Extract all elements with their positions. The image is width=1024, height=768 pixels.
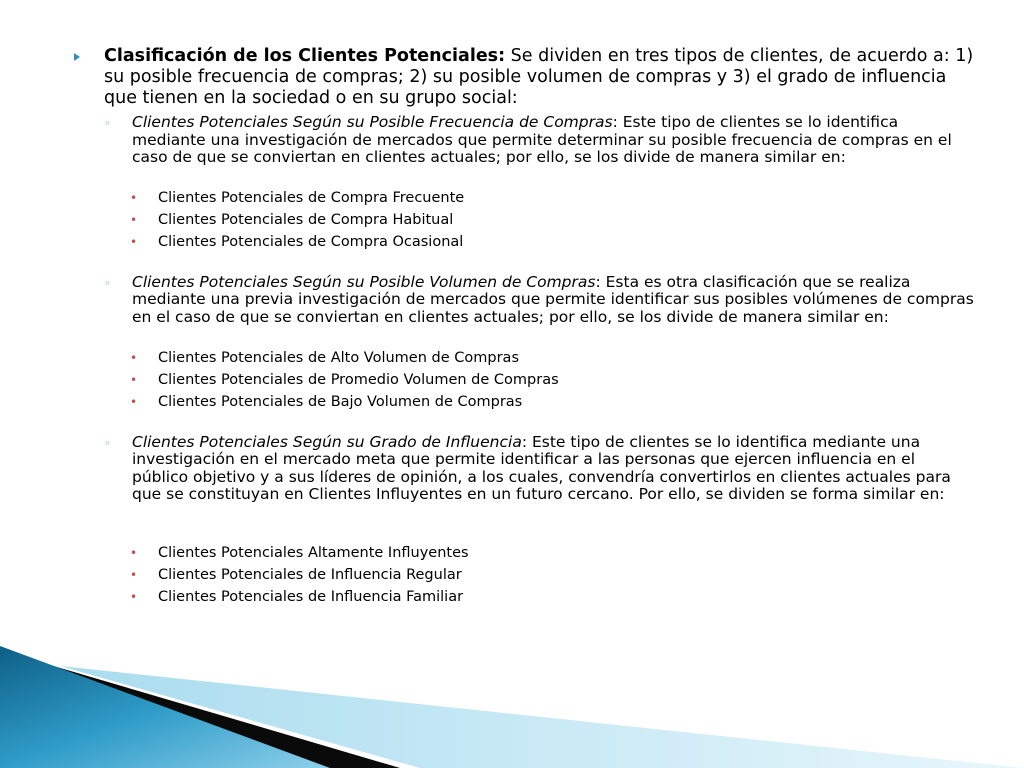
triangle-bullet-icon — [74, 53, 80, 61]
circle-bullet-icon: ◦ — [104, 436, 111, 450]
list-item — [74, 209, 974, 231]
sub-bullet-title: Clientes Potenciales Según su Posible Volumen de Compras — [132, 272, 596, 291]
sub-bullet-text: : Esta es otra clasificación que se realiza mediante una previa investigación de mercados que permite identificar sus posibles volúmenes de compras en el caso de que se conviertan en clientes actuales; por ello, se los divide de manera similar en: — [132, 272, 974, 326]
list-item — [74, 391, 974, 413]
list-item — [74, 586, 974, 608]
main-bullet-heading: Clasificación de los Clientes Potenciales: — [104, 46, 506, 66]
dot-bullet-icon: • — [130, 567, 138, 582]
slide-content — [74, 46, 974, 608]
sub-bullet-text: : Este tipo de clientes se lo identifica mediante una investigación de mercados que permite determinar su posible frecuencia de compras en el caso de que se conviertan en clientes actuales; por ello, se los divide de manera similar en: — [132, 113, 952, 167]
list-item — [74, 542, 974, 564]
sub-bullet-frequency — [74, 114, 974, 167]
volume-list — [74, 347, 974, 413]
influence-list — [74, 542, 974, 608]
sub-bullet-influence — [74, 434, 974, 504]
list-item-text: Clientes Potenciales Altamente Influyentes — [158, 544, 469, 561]
list-item-text: Clientes Potenciales de Influencia Regular — [158, 566, 462, 583]
dot-bullet-icon: • — [130, 545, 138, 560]
circle-bullet-icon: ◦ — [104, 117, 111, 130]
circle-bullet-icon: ◦ — [104, 276, 111, 290]
dot-bullet-icon: • — [130, 234, 138, 249]
dot-bullet-icon: • — [130, 589, 138, 604]
frequency-list — [74, 187, 974, 253]
list-item-text: Clientes Potenciales de Influencia Familiar — [158, 588, 464, 605]
list-item — [74, 347, 974, 369]
list-item-text: Clientes Potenciales de Compra Frecuente — [158, 189, 465, 206]
main-bullet-text: Se dividen en tres tipos de clientes, de acuerdo a: 1) su posible frecuencia de compras; 2) su posible volumen de compras y 3) el grado de influencia que tienen en la sociedad o en su grupo social: — [104, 46, 974, 108]
list-item — [74, 187, 974, 209]
list-item-text: Clientes Potenciales de Compra Habitual — [158, 211, 454, 228]
sub-bullet-title: Clientes Potenciales Según su Grado de Influencia — [132, 432, 522, 451]
dot-bullet-icon: • — [130, 372, 138, 387]
list-item — [74, 564, 974, 586]
list-item-text: Clientes Potenciales de Promedio Volumen de Compras — [158, 371, 559, 388]
dot-bullet-icon: • — [130, 190, 138, 205]
sub-bullet-text: : Este tipo de clientes se lo identifica mediante una investigación en el mercado meta que permite identificar a las personas que ejercen influencia en el público objetivo y a sus líderes de opinión, a los cuales, convendría convertirlos en clientes actuales para que se constituyan en Clientes Influyentes en un futuro cercano. Por ello, se dividen se forma similar en: — [132, 432, 951, 504]
dot-bullet-icon: • — [130, 350, 138, 365]
list-item-text: Clientes Potenciales de Bajo Volumen de Compras — [158, 393, 523, 410]
main-bullet — [74, 46, 974, 109]
list-item-text: Clientes Potenciales de Compra Ocasional — [158, 233, 464, 250]
corner-decoration — [0, 640, 1024, 768]
dot-bullet-icon: • — [130, 394, 138, 409]
list-item — [74, 369, 974, 391]
sub-bullet-title: Clientes Potenciales Según su Posible Frecuencia de Compras — [132, 113, 613, 131]
list-item-text: Clientes Potenciales de Alto Volumen de Compras — [158, 349, 519, 366]
dot-bullet-icon: • — [130, 212, 138, 227]
sub-bullet-volume — [74, 274, 974, 327]
list-item — [74, 231, 974, 253]
